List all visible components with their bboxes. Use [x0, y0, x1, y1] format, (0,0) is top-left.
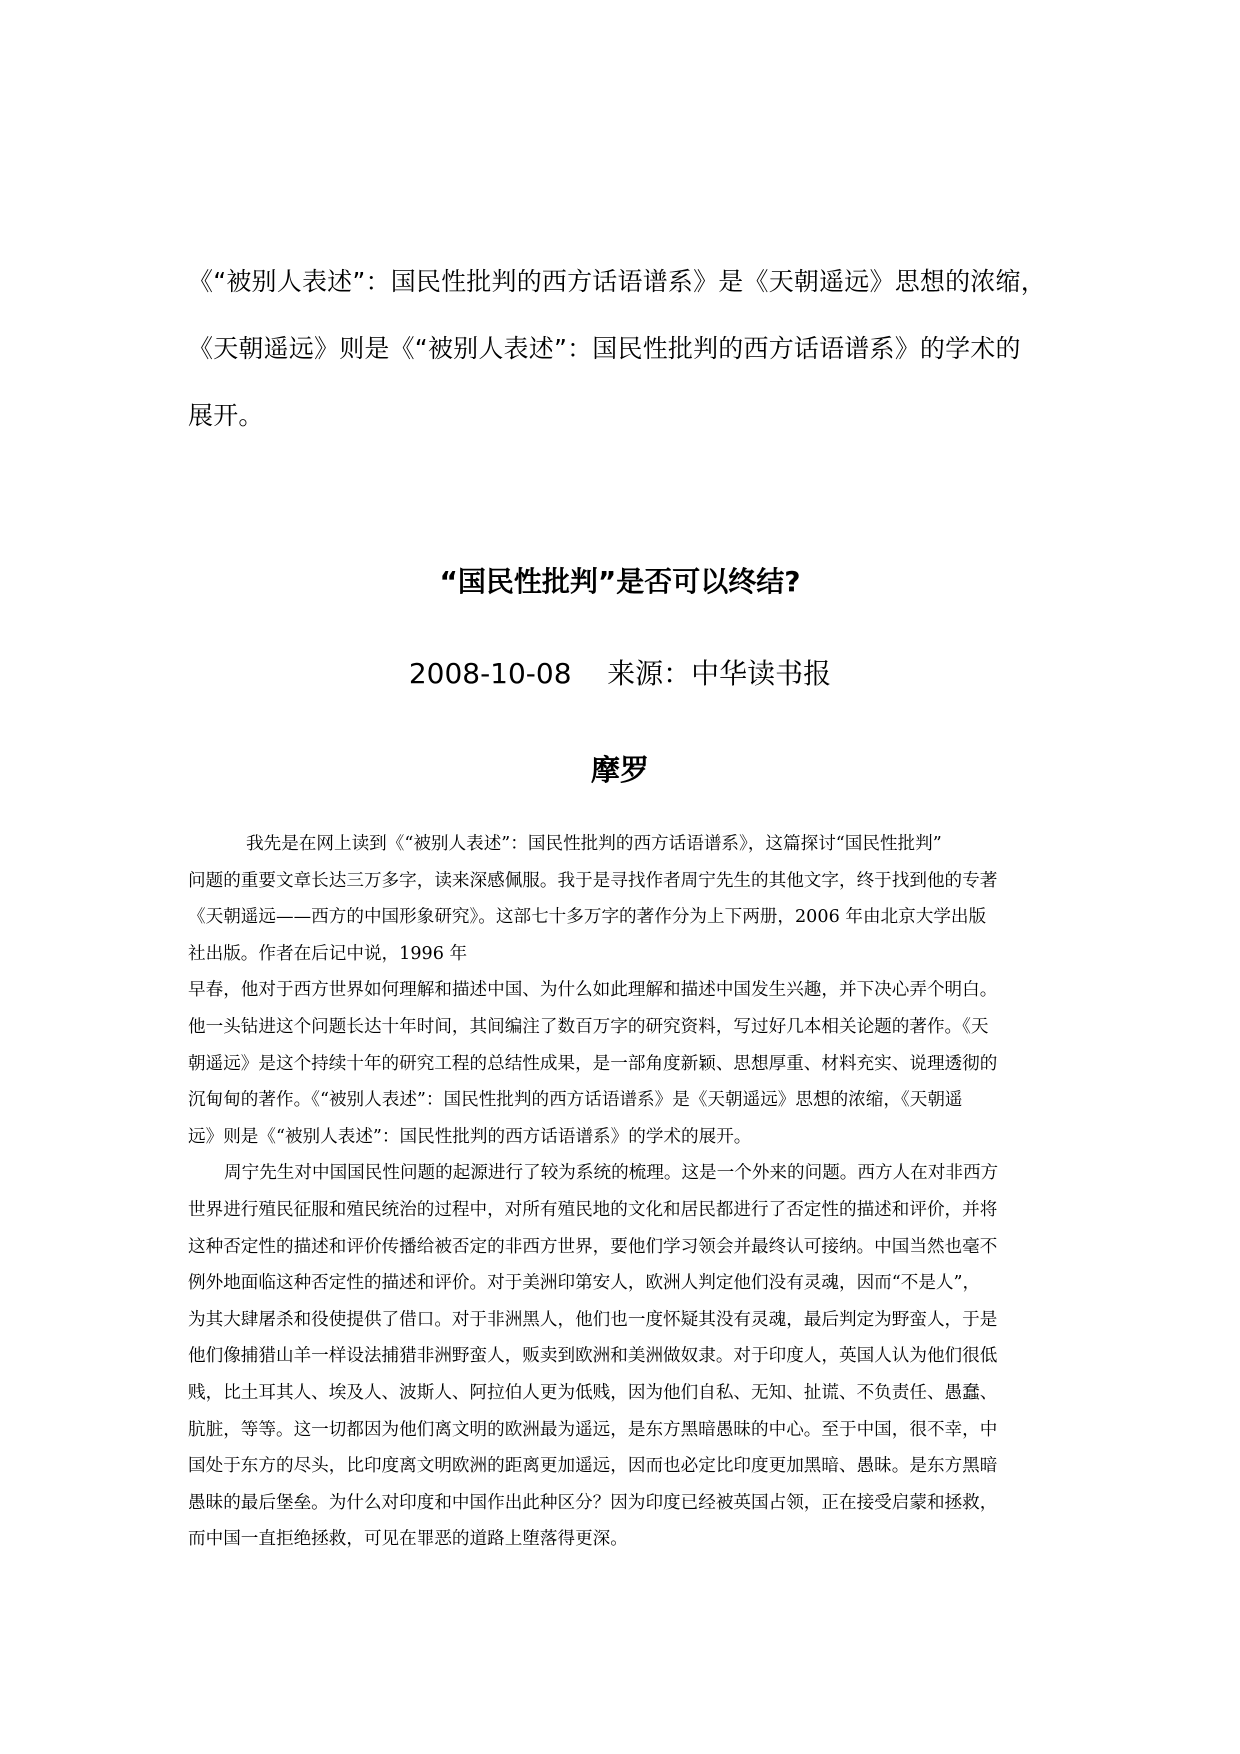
body-line: 而中国一直拒绝拯救，可见在罪恶的道路上堕落得更深。: [188, 1529, 628, 1550]
body-line: 社出版。作者在后记中说，1996 年: [188, 943, 468, 964]
body-line: 我先是在网上读到《“被别人表述”：国民性批判的西方话语谱系》，这篇探讨“国民性批判”: [246, 834, 942, 854]
article-body: [188, 826, 1058, 1558]
body-line: 周宁先生对中国国民性问题的起源进行了较为系统的梳理。这是一个外来的问题。西方人在对非西方: [224, 1163, 999, 1184]
intro-line: 《“被别人表述”：国民性批判的西方话语谱系》是《天朝遥远》思想的浓缩，: [188, 267, 1046, 296]
body-line: 问题的重要文章长达三万多字，读来深感佩服。我于是寻找作者周宁先生的其他文字，终于找到他的专著: [188, 870, 998, 891]
body-line: 早春，他对于西方世界如何理解和描述中国、为什么如此理解和描述中国发生兴趣，并下决心弄个明白。: [188, 980, 998, 1001]
body-line: 贱，比土耳其人、埃及人、波斯人、阿拉伯人更为低贱，因为他们自私、无知、扯谎、不负责任、愚蠢、: [188, 1382, 998, 1403]
body-line: 国处于东方的尽头，比印度离文明欧洲的距离更加遥远，因而也必定比印度更加黑暗、愚昧。是东方黑暗: [188, 1456, 998, 1477]
body-line: 沉甸甸的著作。《“被别人表述”：国民性批判的西方话语谱系》是《天朝遥远》思想的浓缩，《天朝遥: [188, 1090, 963, 1111]
body-line: 肮脏，等等。这一切都因为他们离文明的欧洲最为遥远，是东方黑暗愚昧的中心。至于中国，很不幸，中: [188, 1419, 998, 1440]
article-dateline: [0, 654, 1240, 694]
body-line: 他一头钻进这个问题长达十年时间，其间编注了数百万字的研究资料，写过好几本相关论题的著作。《天: [188, 1016, 989, 1037]
intro-paragraph: [188, 248, 1068, 449]
body-line: 远》则是《“被别人表述”：国民性批判的西方话语谱系》的学术的展开。: [188, 1126, 752, 1147]
body-line: 为其大肆屠杀和役使提供了借口。对于非洲黑人，他们也一度怀疑其没有灵魂，最后判定为野蛮人，于是: [188, 1309, 998, 1330]
article-date: 2008-10-08: [408, 657, 572, 690]
article-source: 来源：中华读书报: [607, 657, 832, 690]
body-line: 他们像捕猎山羊一样设法捕猎非洲野蛮人，贩卖到欧洲和美洲做奴隶。对于印度人，英国人认为他们很低: [188, 1346, 998, 1367]
intro-line: 《天朝遥远》则是《“被别人表述”：国民性批判的西方话语谱系》的学术的: [188, 334, 1021, 363]
body-line: 《天朝遥远——西方的中国形象研究》。这部七十多万字的著作分为上下两册，2006 年由北京大学出版: [188, 907, 987, 928]
body-line: 朝遥远》是这个持续十年的研究工程的总结性成果，是一部角度新颖、思想厚重、材料充实、说理透彻的: [188, 1053, 998, 1074]
body-line: 愚昧的最后堡垒。为什么对印度和中国作出此种区分？因为印度已经被英国占领，正在接受启蒙和拯救，: [188, 1492, 998, 1513]
body-line: 世界进行殖民征服和殖民统治的过程中，对所有殖民地的文化和居民都进行了否定性的描述和评价，并将: [188, 1199, 998, 1220]
body-line: 这种否定性的描述和评价传播给被否定的非西方世界，要他们学习领会并最终认可接纳。中国当然也毫不: [188, 1236, 998, 1257]
intro-line: 展开。: [188, 401, 264, 430]
article-author: 摩罗: [590, 753, 649, 787]
article-title: “国民性批判”是否可以终结?: [439, 565, 801, 598]
body-line: 例外地面临这种否定性的描述和评价。对于美洲印第安人，欧洲人判定他们没有灵魂，因而“不是人”，: [188, 1273, 981, 1294]
